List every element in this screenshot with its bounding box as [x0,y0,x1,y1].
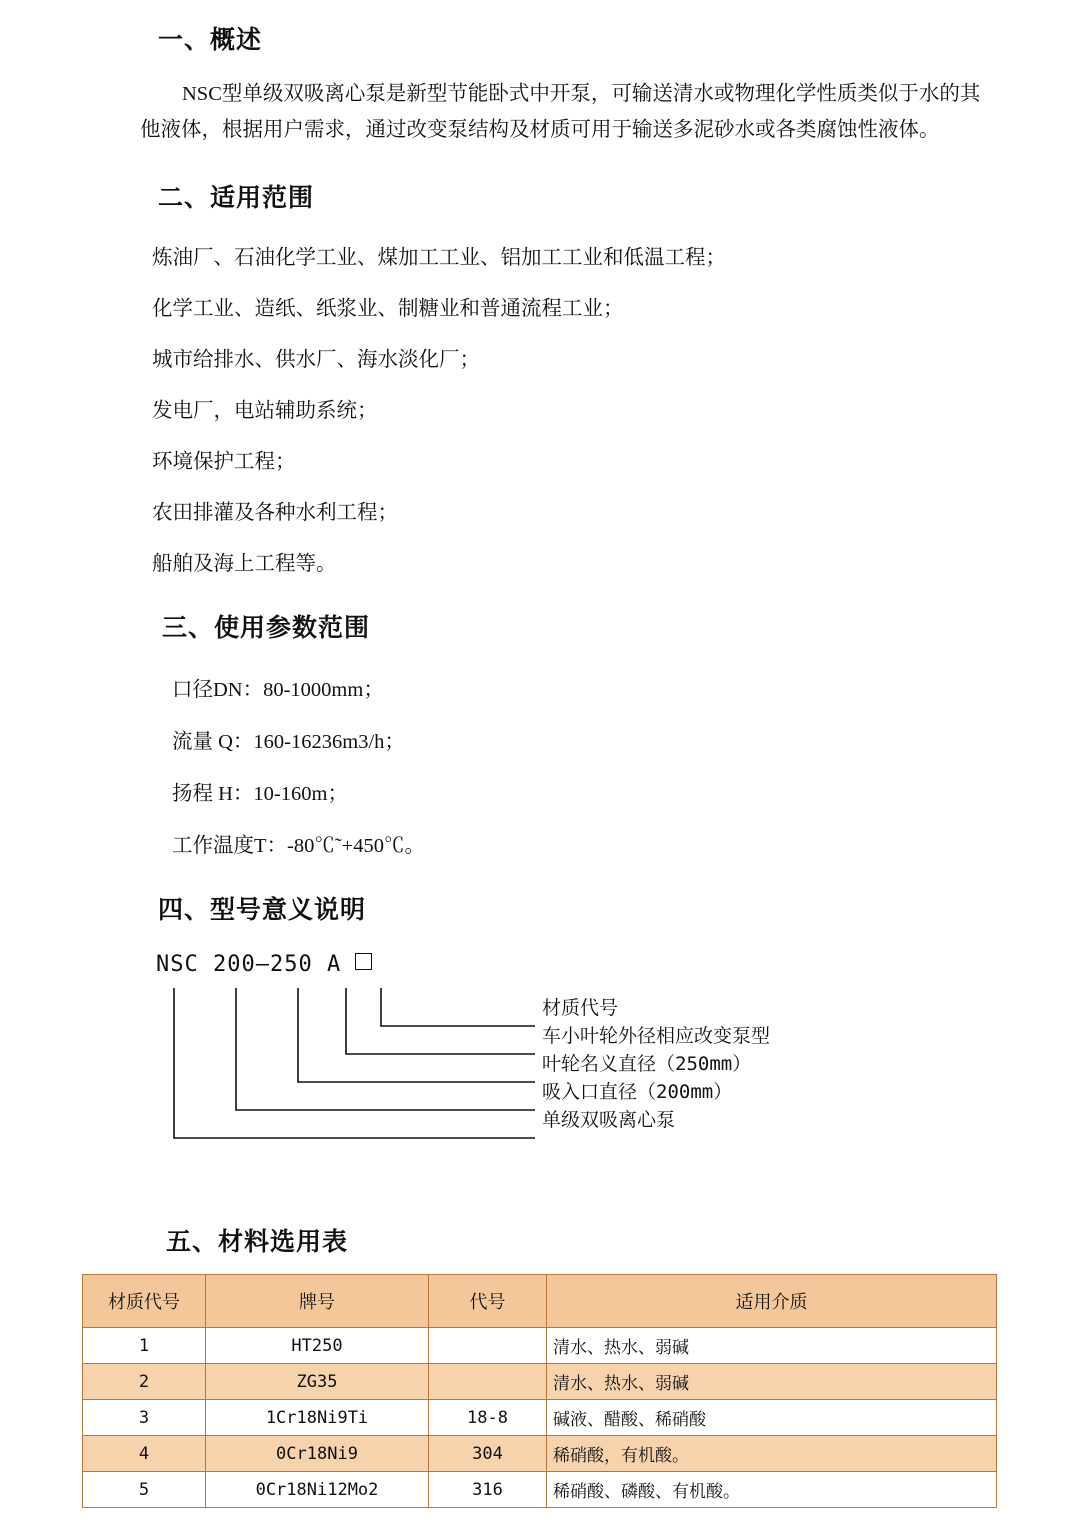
section-heading-parameters: 三、使用参数范围 [162,613,371,642]
parameters-list [172,675,872,883]
table-row [83,1472,997,1508]
table-header-row [83,1275,997,1328]
cell-material-code: 5 [83,1472,206,1508]
cell-media: 碱液、醋酸、稀硝酸 [547,1400,997,1436]
cell-media: 稀硝酸，有机酸。 [547,1436,997,1472]
cell-symbol [429,1328,547,1364]
table-row [83,1436,997,1472]
table-body [83,1328,997,1508]
material-code-placeholder-box [355,953,372,970]
column-header-media: 适用介质 [547,1275,997,1328]
cell-symbol [429,1364,547,1400]
section-heading-scope: 二、适用范围 [158,183,315,212]
leader-label-suction-diameter: 吸入口直径（200mm） [542,1081,733,1103]
leader-label-impeller-trim: 车小叶轮外径相应改变泵型 [542,1025,771,1047]
material-selection-table [82,1274,997,1508]
model-code-prefix: NSC 200—250 A [156,952,356,977]
list-item: 流量 Q：160-16236m3/h； [172,731,405,753]
section-heading-model: 四、型号意义说明 [158,895,367,924]
column-header-symbol: 代号 [429,1275,547,1328]
column-header-brand: 牌号 [206,1275,429,1328]
cell-symbol: 304 [429,1436,547,1472]
cell-material-code: 2 [83,1364,206,1400]
cell-brand: 1Cr18Ni9Ti [206,1400,429,1436]
cell-media: 清水、热水、弱碱 [547,1328,997,1364]
cell-symbol: 18-8 [429,1400,547,1436]
cell-material-code: 1 [83,1328,206,1364]
scope-list [152,243,952,600]
cell-brand: ZG35 [206,1364,429,1400]
list-item: 农田排灌及各种水利工程； [152,502,398,524]
cell-media: 稀硝酸、磷酸、有机酸。 [547,1472,997,1508]
cell-material-code: 4 [83,1436,206,1472]
overview-paragraph: NSC型单级双吸离心泵是新型节能卧式中开泵，可输送清水或物理化学性质类似于水的其他液体，根据用户需求，通过改变泵结构及材质可用于输送多泥砂水或各类腐蚀性液体。 [140,83,981,141]
list-item: 城市给排水、供水厂、海水淡化厂； [152,349,480,371]
table-row [83,1400,997,1436]
list-item: 工作温度T：-80℃˜+450℃。 [172,835,425,857]
list-item: 环境保护工程； [152,451,296,473]
cell-material-code: 3 [83,1400,206,1436]
section-heading-overview: 一、概述 [158,25,263,54]
leader-label-material-code: 材质代号 [542,997,619,1019]
list-item: 化学工业、造纸、纸浆业、制糖业和普通流程工业； [152,298,624,320]
cell-brand: 0Cr18Ni9 [206,1436,429,1472]
list-item: 口径DN：80-1000mm； [172,679,384,701]
list-item: 发电厂，电站辅助系统； [152,400,378,422]
model-designation-diagram [150,952,1010,1182]
cell-brand: HT250 [206,1328,429,1364]
section-heading-materials: 五、材料选用表 [166,1227,349,1256]
table-row [83,1364,997,1400]
leader-label-impeller-diameter: 叶轮名义直径（250mm） [542,1053,752,1075]
table-row [83,1328,997,1364]
list-item: 炼油厂、石油化学工业、煤加工工业、铝加工工业和低温工程； [152,247,726,269]
cell-media: 清水、热水、弱碱 [547,1364,997,1400]
table-header [83,1275,997,1328]
cell-symbol: 316 [429,1472,547,1508]
list-item: 船舶及海上工程等。 [152,553,337,575]
column-header-material-code: 材质代号 [83,1275,206,1328]
list-item: 扬程 H：10-160m； [172,783,348,805]
cell-brand: 0Cr18Ni12Mo2 [206,1472,429,1508]
leader-label-pump-type: 单级双吸离心泵 [542,1109,676,1131]
